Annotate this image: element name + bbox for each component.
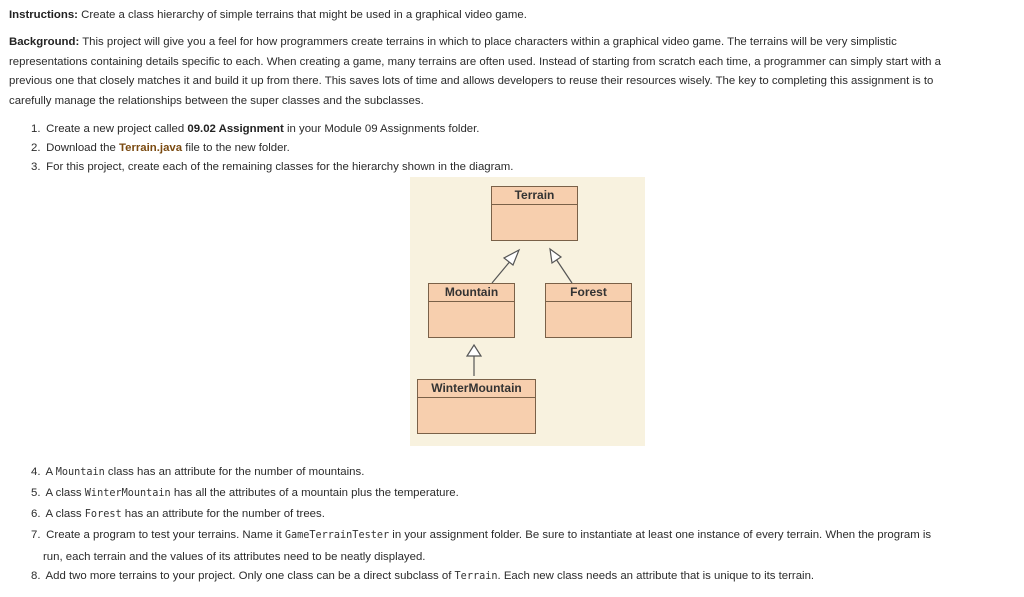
step-4-text-pre: A bbox=[45, 466, 56, 478]
step-5-text-post: has all the attributes of a mountain plus the temperature. bbox=[170, 487, 459, 499]
wintermountain-class-name: WinterMountain bbox=[418, 380, 535, 398]
background-line-3: previous one that closely matches it and build it up from there. This saves lots of time and allows developers to reuse their resources wisely. The key to completing this assignment is to bbox=[9, 75, 934, 87]
step-4-text-post: class has an attribute for the number of mountains. bbox=[104, 466, 365, 478]
forest-code: Forest bbox=[84, 509, 122, 520]
step-1-text-post: in your Module 09 Assignments folder. bbox=[283, 123, 480, 135]
forest-class-box bbox=[545, 283, 632, 338]
step-7-number: 7. bbox=[31, 529, 41, 541]
forest-to-terrain-line bbox=[556, 259, 572, 283]
step-1-number: 1. bbox=[31, 123, 41, 135]
step-5 bbox=[31, 483, 1006, 505]
step-3-number: 3. bbox=[31, 161, 41, 173]
instructions-text: Create a class hierarchy of simple terrains that might be used in a graphical video game. bbox=[77, 9, 527, 21]
terrain-code: Terrain bbox=[454, 571, 498, 582]
step-2-text-post: file to the new folder. bbox=[182, 142, 290, 154]
mountain-inheritance-arrowhead bbox=[504, 250, 519, 265]
step-8-number: 8. bbox=[31, 570, 41, 582]
step-2-text-pre: Download the bbox=[46, 142, 119, 154]
step-5-number: 5. bbox=[31, 487, 41, 499]
mountain-code: Mountain bbox=[55, 467, 105, 478]
wintermountain-class-box bbox=[417, 379, 536, 434]
step-6 bbox=[31, 504, 1006, 526]
instructions-paragraph bbox=[9, 6, 1014, 26]
background-label: Background: bbox=[9, 36, 80, 48]
step-8-text-pre: Add two more terrains to your project. Only one class can be a direct subclass of bbox=[45, 570, 455, 582]
step-7-text-pre: Create a program to test your terrains. Name it bbox=[46, 529, 285, 541]
step-4 bbox=[31, 462, 1006, 484]
step-1 bbox=[31, 119, 1006, 140]
gameterraintester-code: GameTerrainTester bbox=[284, 530, 390, 541]
background-line-1: This project will give you a feel for how programmers create terrains in which to place characters within a graphical video game. The terrains will be very simplistic bbox=[79, 36, 897, 48]
step-3-text: For this project, create each of the remaining classes for the hierarchy shown in the diagram. bbox=[46, 161, 514, 173]
wintermountain-inheritance-arrowhead bbox=[467, 345, 481, 356]
background-line-2: representations containing details specific to each. When creating a game, many terrains are often used. Instead of starting from scratch each time, a programmer can simply start with a bbox=[9, 55, 941, 68]
step-6-number: 6. bbox=[31, 508, 41, 520]
step-7 bbox=[31, 525, 1006, 567]
mountain-class-name: Mountain bbox=[429, 284, 514, 302]
terrain-class-name: Terrain bbox=[492, 187, 577, 205]
forest-class-name: Forest bbox=[546, 284, 631, 302]
step-3 bbox=[31, 157, 1006, 178]
step-2 bbox=[31, 138, 1006, 159]
background-paragraph bbox=[9, 33, 1014, 111]
step-6-text-pre: A class bbox=[45, 508, 85, 520]
forest-inheritance-arrowhead bbox=[550, 249, 561, 263]
step-1-text-pre: Create a new project called bbox=[46, 123, 188, 135]
project-name: 09.02 Assignment bbox=[187, 123, 284, 135]
instructions-label: Instructions: bbox=[9, 9, 78, 21]
background-line-4: carefully manage the relationships between the super classes and the subclasses. bbox=[9, 94, 424, 107]
terrain-java-download-link[interactable]: Terrain.java bbox=[119, 142, 183, 154]
class-hierarchy-diagram bbox=[410, 177, 645, 446]
step-5-text-pre: A class bbox=[45, 487, 85, 499]
step-2-number: 2. bbox=[31, 142, 41, 154]
mountain-class-box bbox=[428, 283, 515, 338]
step-4-number: 4. bbox=[31, 466, 41, 478]
step-7-line-2: run, each terrain and the values of its attributes need to be neatly displayed. bbox=[43, 550, 426, 563]
step-8 bbox=[31, 566, 1006, 588]
step-6-text-post: has an attribute for the number of trees. bbox=[121, 508, 325, 520]
step-7-text-post: in your assignment folder. Be sure to instantiate at least one instance of every terrain. When the program is bbox=[389, 529, 932, 541]
wintermountain-code: WinterMountain bbox=[84, 488, 171, 499]
terrain-class-box bbox=[491, 186, 578, 241]
step-8-text-post: . Each new class needs an attribute that is unique to its terrain. bbox=[497, 570, 815, 582]
